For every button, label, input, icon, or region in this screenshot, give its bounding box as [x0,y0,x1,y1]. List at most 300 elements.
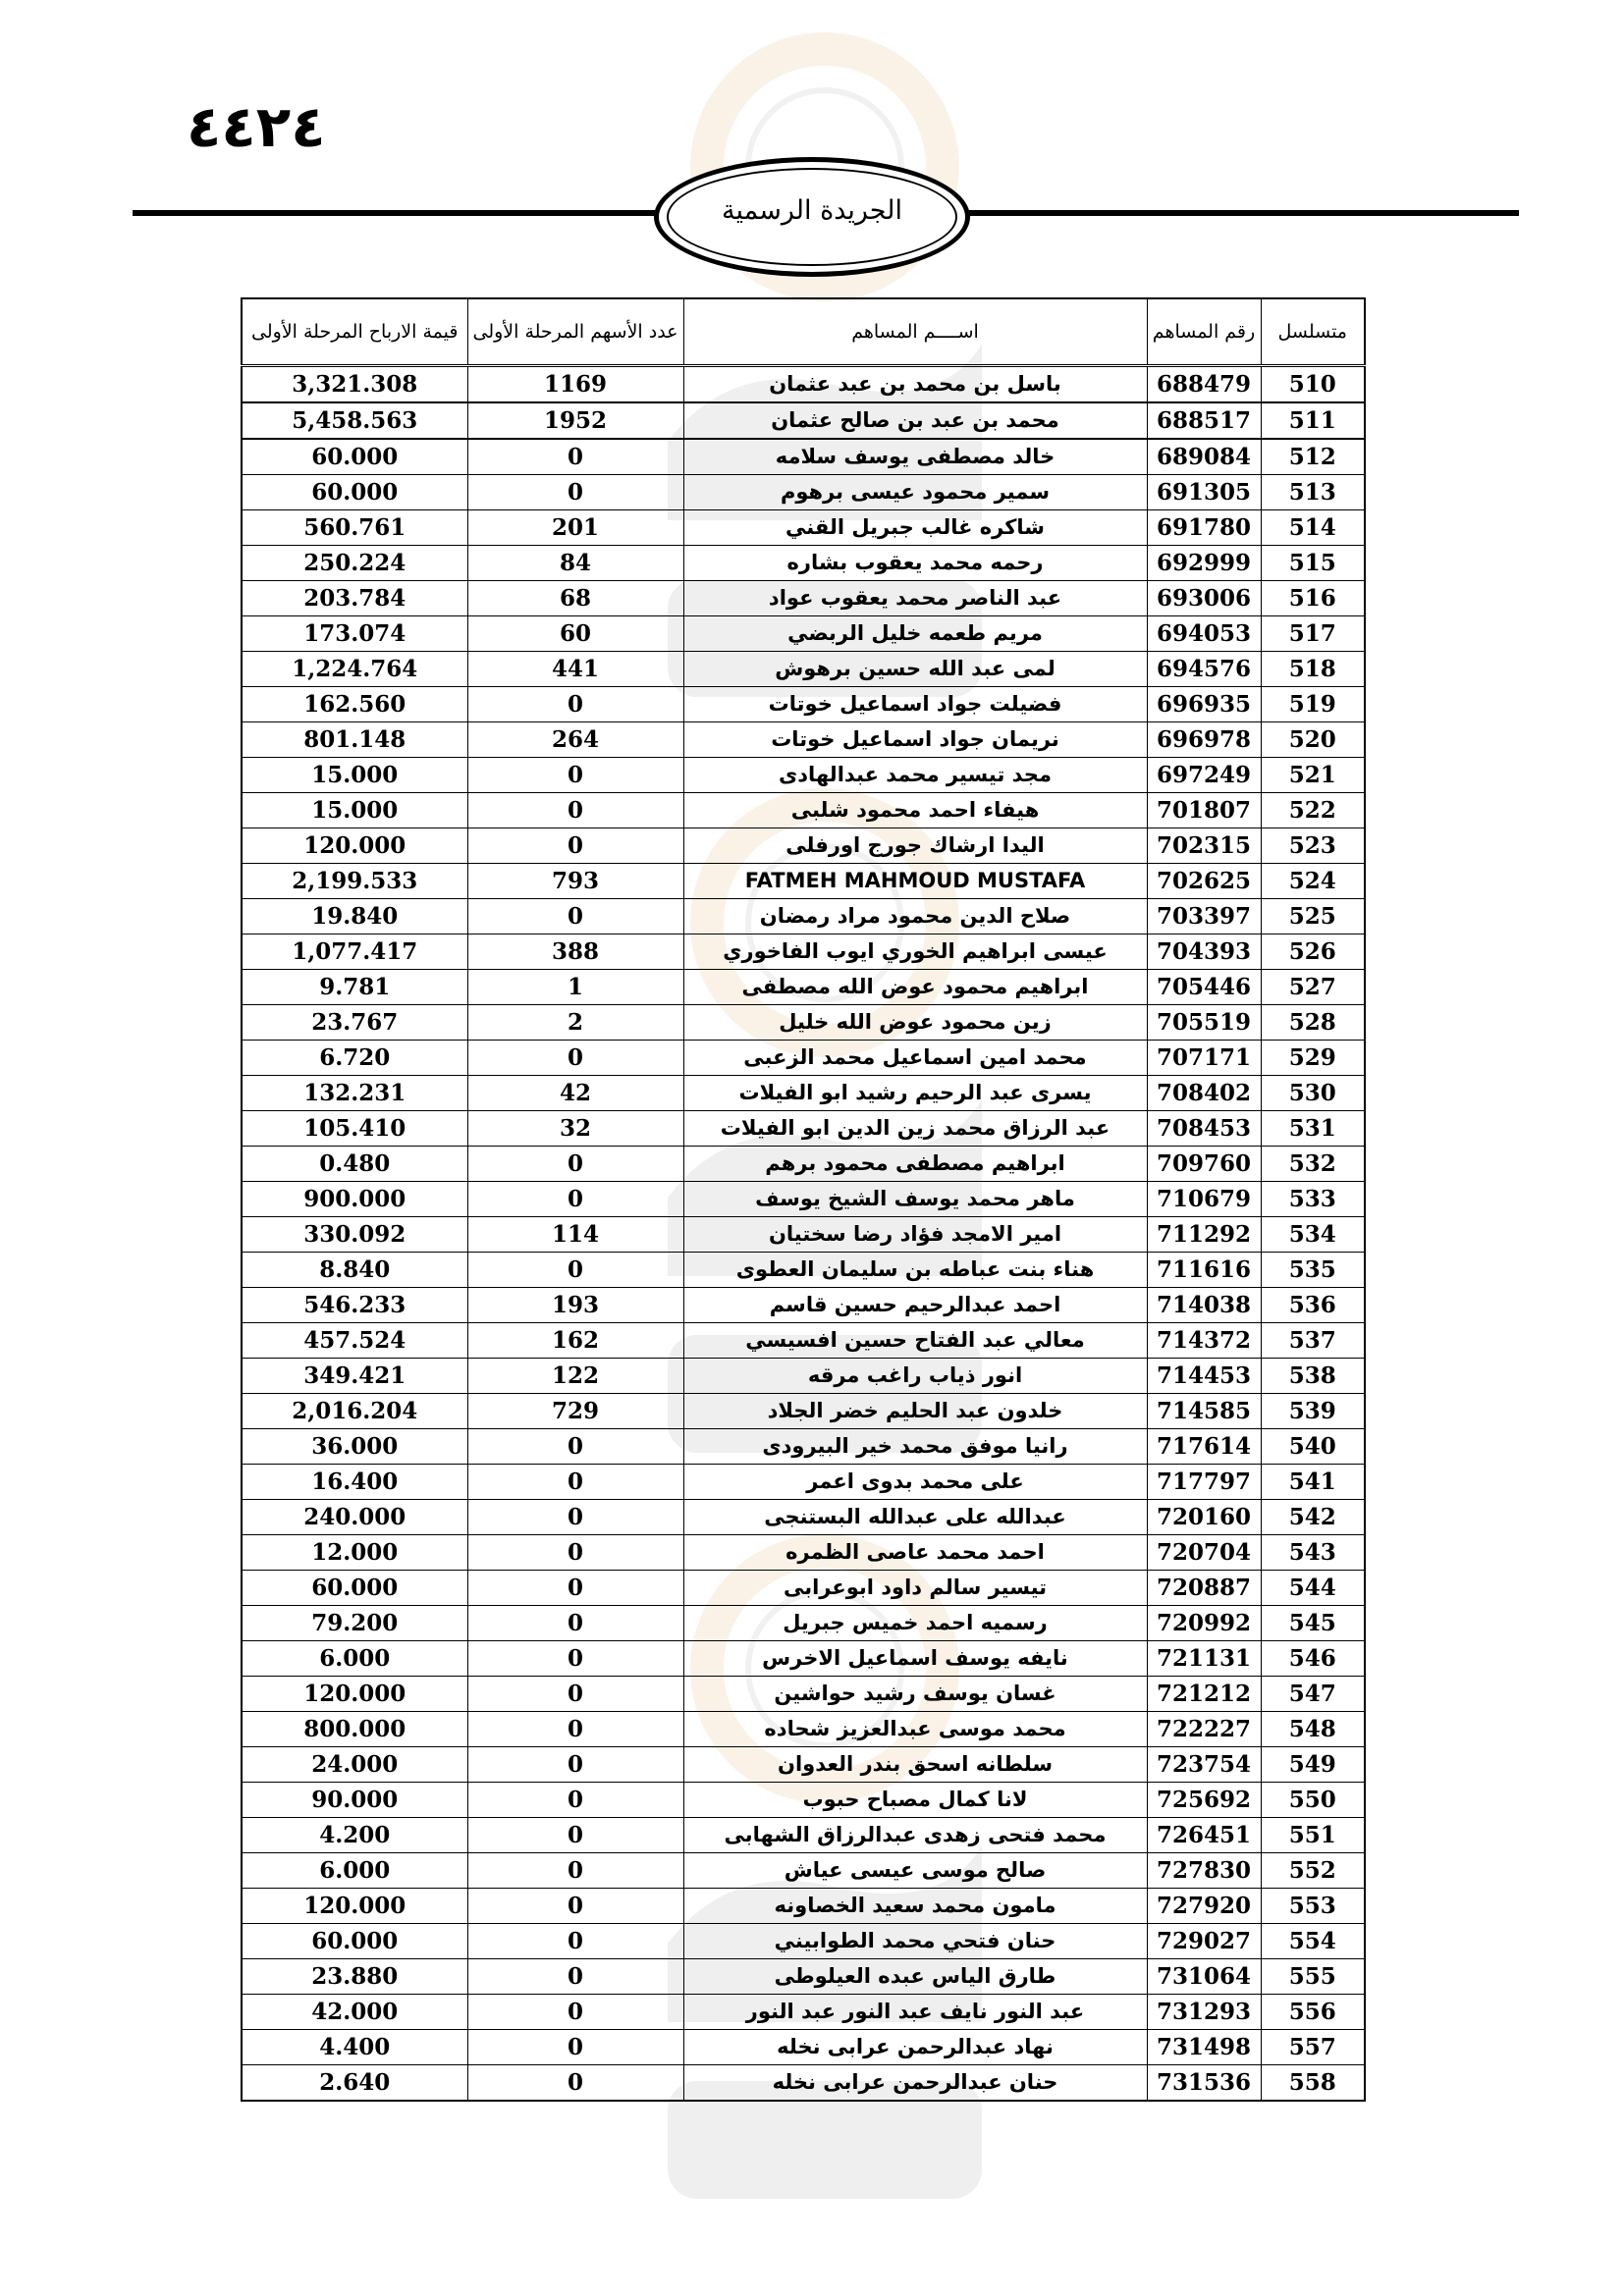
profit-value-cell: 90.000 [242,1783,467,1818]
serial-cell: 537 [1261,1323,1365,1359]
serial-cell: 516 [1261,581,1365,616]
shareholder-name-cell: فضيلت جواد اسماعيل خوتات [683,687,1147,722]
serial-cell: 523 [1261,828,1365,864]
shares-cell: 0 [467,1465,683,1500]
shareholder-number-cell: 694053 [1147,616,1261,652]
profit-value-cell: 203.784 [242,581,467,616]
serial-cell: 543 [1261,1535,1365,1571]
serial-cell: 554 [1261,1924,1365,1959]
shareholder-name-cell: معالي عبد الفتاح حسين افسيسي [683,1323,1147,1359]
shareholder-number-cell: 691780 [1147,510,1261,546]
table-row [242,1606,1365,1641]
shares-cell: 1169 [467,366,683,403]
table-row [242,793,1365,828]
shareholder-name-cell: لمى عبد الله حسين برهوش [683,652,1147,687]
table-row [242,1712,1365,1747]
table-row [242,758,1365,793]
profit-value-cell: 15.000 [242,793,467,828]
serial-cell: 549 [1261,1747,1365,1783]
shareholder-number-cell: 721212 [1147,1677,1261,1712]
shareholder-number-cell: 727920 [1147,1889,1261,1924]
shareholder-name-cell: مريم طعمه خليل الربضي [683,616,1147,652]
shares-cell: 0 [467,1959,683,1995]
shares-cell: 0 [467,1535,683,1571]
shares-cell: 84 [467,546,683,581]
shareholder-number-cell: 694576 [1147,652,1261,687]
shareholder-name-cell: حنان عبدالرحمن عرابى نخله [683,2065,1147,2102]
table-row [242,1677,1365,1712]
shares-cell: 0 [467,1995,683,2030]
shareholder-number-cell: 711292 [1147,1217,1261,1253]
table-row [242,1076,1365,1111]
shareholder-name-cell: غسان يوسف رشيد حواشين [683,1677,1147,1712]
shareholder-name-cell: ابراهيم محمود عوض الله مصطفى [683,970,1147,1005]
serial-cell: 535 [1261,1253,1365,1288]
shares-cell: 0 [467,1429,683,1465]
serial-cell: 557 [1261,2030,1365,2065]
table-row [242,1147,1365,1182]
journal-title: الجريدة الرسمية [722,195,902,226]
table-row [242,1535,1365,1571]
shares-cell: 32 [467,1111,683,1147]
profit-value-cell: 60.000 [242,439,467,475]
shareholder-name-cell: خالد مصطفى يوسف سلامه [683,439,1147,475]
shares-cell: 0 [467,1677,683,1712]
shareholder-name-cell: عبدالله على عبدالله البستنجى [683,1500,1147,1535]
shareholder-number-cell: 696935 [1147,687,1261,722]
profit-value-cell: 5,458.563 [242,402,467,439]
shares-cell: 0 [467,899,683,934]
serial-cell: 520 [1261,722,1365,758]
shareholder-name-cell: محمد موسى عبدالعزيز شحاده [683,1712,1147,1747]
shareholder-name-cell: طارق الياس عبده العيلوطى [683,1959,1147,1995]
shareholder-name-cell: صلاح الدين محمود مراد رمضان [683,899,1147,934]
serial-cell: 526 [1261,934,1365,970]
profit-value-cell: 9.781 [242,970,467,1005]
serial-cell: 524 [1261,864,1365,899]
shareholder-name-cell: شاكره غالب جبريل القني [683,510,1147,546]
shareholder-number-cell: 731064 [1147,1959,1261,1995]
profit-value-cell: 4.200 [242,1818,467,1853]
shares-cell: 0 [467,1641,683,1677]
shareholder-number-cell: 702625 [1147,864,1261,899]
shareholder-number-cell: 710679 [1147,1182,1261,1217]
serial-cell: 539 [1261,1394,1365,1429]
shareholder-number-cell: 701807 [1147,793,1261,828]
profit-value-cell: 250.224 [242,546,467,581]
table-row [242,1429,1365,1465]
table-row [242,1394,1365,1429]
shareholder-number-cell: 720887 [1147,1571,1261,1606]
shares-cell: 60 [467,616,683,652]
journal-title-oval [654,157,970,277]
table-row [242,2030,1365,2065]
serial-cell: 541 [1261,1465,1365,1500]
shareholder-name-cell: يسرى عبد الرحيم رشيد ابو الفيلات [683,1076,1147,1111]
table-row [242,899,1365,934]
serial-cell: 512 [1261,439,1365,475]
shareholder-number-cell: 727830 [1147,1853,1261,1889]
profit-value-cell: 6.720 [242,1041,467,1076]
shareholder-number-cell: 705519 [1147,1005,1261,1041]
shareholder-name-cell: نريمان جواد اسماعيل خوتات [683,722,1147,758]
serial-cell: 525 [1261,899,1365,934]
profit-value-cell: 60.000 [242,1924,467,1959]
table-row [242,1323,1365,1359]
profit-value-cell: 23.880 [242,1959,467,1995]
profit-value-cell: 79.200 [242,1606,467,1641]
shareholders-table [241,297,1366,2102]
table-row [242,1995,1365,2030]
table-row [242,1041,1365,1076]
shareholder-number-cell: 720992 [1147,1606,1261,1641]
shares-cell: 729 [467,1394,683,1429]
shares-cell: 42 [467,1076,683,1111]
profit-value-cell: 132.231 [242,1076,467,1111]
shares-cell: 2 [467,1005,683,1041]
serial-cell: 531 [1261,1111,1365,1147]
shareholder-number-cell: 717797 [1147,1465,1261,1500]
table-row [242,1641,1365,1677]
shareholder-name-cell: مامون محمد سعيد الخصاونه [683,1889,1147,1924]
shares-cell: 0 [467,687,683,722]
shares-cell: 0 [467,1500,683,1535]
table-row [242,1818,1365,1853]
table-row [242,1783,1365,1818]
serial-cell: 514 [1261,510,1365,546]
shares-cell: 162 [467,1323,683,1359]
shares-cell: 0 [467,1889,683,1924]
shareholder-number-cell: 704393 [1147,934,1261,970]
shares-cell: 0 [467,1606,683,1641]
shareholder-number-cell: 709760 [1147,1147,1261,1182]
serial-cell: 542 [1261,1500,1365,1535]
serial-cell: 547 [1261,1677,1365,1712]
shares-cell: 0 [467,1712,683,1747]
serial-cell: 544 [1261,1571,1365,1606]
shareholder-name-cell: نهاد عبدالرحمن عرابى نخله [683,2030,1147,2065]
shares-cell: 1952 [467,402,683,439]
shareholder-number-cell: 714585 [1147,1394,1261,1429]
profit-value-cell: 560.761 [242,510,467,546]
shares-cell: 1 [467,970,683,1005]
profit-value-cell: 162.560 [242,687,467,722]
serial-cell: 533 [1261,1182,1365,1217]
table-row [242,1924,1365,1959]
shareholder-name-cell: امير الامجد فؤاد رضا سختيان [683,1217,1147,1253]
profit-value-cell: 8.840 [242,1253,467,1288]
shares-cell: 0 [467,1571,683,1606]
serial-cell: 518 [1261,652,1365,687]
profit-value-cell: 105.410 [242,1111,467,1147]
shareholder-name-cell: زين محمود عوض الله خليل [683,1005,1147,1041]
table-row [242,1465,1365,1500]
profit-value-cell: 24.000 [242,1747,467,1783]
shares-cell: 122 [467,1359,683,1394]
shareholder-number-cell: 705446 [1147,970,1261,1005]
serial-cell: 550 [1261,1783,1365,1818]
profit-value-cell: 16.400 [242,1465,467,1500]
shares-cell: 68 [467,581,683,616]
shareholder-name-cell: رسميه احمد خميس جبريل [683,1606,1147,1641]
profit-value-cell: 3,321.308 [242,366,467,403]
table-row [242,1889,1365,1924]
column-header-shareholder-number: رقم المساهم [1147,298,1261,366]
shares-cell: 0 [467,1147,683,1182]
table-row [242,722,1365,758]
table-row [242,1217,1365,1253]
column-header-serial: متسلسل [1261,298,1365,366]
shares-cell: 0 [467,758,683,793]
shareholder-number-cell: 723754 [1147,1747,1261,1783]
serial-cell: 558 [1261,2065,1365,2102]
shares-cell: 0 [467,1182,683,1217]
shareholder-number-cell: 721131 [1147,1641,1261,1677]
table-row [242,687,1365,722]
profit-value-cell: 6.000 [242,1641,467,1677]
shareholder-number-cell: 707171 [1147,1041,1261,1076]
shareholder-number-cell: 693006 [1147,581,1261,616]
shareholder-name-cell: باسل بن محمد بن عبد عثمان [683,366,1147,403]
shares-cell: 114 [467,1217,683,1253]
shareholder-number-cell: 722227 [1147,1712,1261,1747]
column-header-profit-value: قيمة الارباح المرحلة الأولى [242,298,467,366]
serial-cell: 556 [1261,1995,1365,2030]
shares-cell: 0 [467,1783,683,1818]
shares-cell: 0 [467,2065,683,2102]
serial-cell: 538 [1261,1359,1365,1394]
profit-value-cell: 1,077.417 [242,934,467,970]
shareholder-name-cell: رانيا موفق محمد خير البيرودى [683,1429,1147,1465]
serial-cell: 534 [1261,1217,1365,1253]
column-header-shares: عدد الأسهم المرحلة الأولى [467,298,683,366]
profit-value-cell: 120.000 [242,828,467,864]
shareholder-number-cell: 714453 [1147,1359,1261,1394]
table-row [242,1500,1365,1535]
shareholder-name-cell: حنان فتحي محمد الطوابيني [683,1924,1147,1959]
shareholder-number-cell: 714038 [1147,1288,1261,1323]
shares-cell: 0 [467,439,683,475]
profit-value-cell: 457.524 [242,1323,467,1359]
shareholder-number-cell: 731536 [1147,2065,1261,2102]
table-row [242,1747,1365,1783]
shares-cell: 0 [467,828,683,864]
table-row [242,402,1365,439]
shareholder-name-cell: محمد بن عبد بن صالح عثمان [683,402,1147,439]
table-row [242,970,1365,1005]
shareholder-name-cell: اليدا ارشاك جورج اورفلى [683,828,1147,864]
profit-value-cell: 60.000 [242,1571,467,1606]
table-row [242,510,1365,546]
serial-cell: 530 [1261,1076,1365,1111]
shareholder-number-cell: 720704 [1147,1535,1261,1571]
profit-value-cell: 120.000 [242,1889,467,1924]
shareholder-name-cell: احمد عبدالرحيم حسين قاسم [683,1288,1147,1323]
profit-value-cell: 2,016.204 [242,1394,467,1429]
shareholder-name-cell: محمد امين اسماعيل محمد الزعبى [683,1041,1147,1076]
shareholder-number-cell: 703397 [1147,899,1261,934]
shareholder-name-cell: عبد الرزاق محمد زين الدين ابو الفيلات [683,1111,1147,1147]
table-row [242,1005,1365,1041]
profit-value-cell: 330.092 [242,1217,467,1253]
shareholder-number-cell: 711616 [1147,1253,1261,1288]
shareholder-name-cell: على محمد بدوى اعمر [683,1465,1147,1500]
profit-value-cell: 42.000 [242,1995,467,2030]
shareholder-number-cell: 708402 [1147,1076,1261,1111]
shareholder-number-cell: 688479 [1147,366,1261,403]
shareholder-name-cell: رحمه محمد يعقوب بشاره [683,546,1147,581]
shareholder-name-cell: هيفاء احمد محمود شلبى [683,793,1147,828]
table-row [242,581,1365,616]
table-row [242,475,1365,510]
shareholder-name-cell: هناء بنت عباطه بن سليمان العطوى [683,1253,1147,1288]
serial-cell: 529 [1261,1041,1365,1076]
profit-value-cell: 240.000 [242,1500,467,1535]
shareholder-number-cell: 731293 [1147,1995,1261,2030]
profit-value-cell: 0.480 [242,1147,467,1182]
shares-cell: 0 [467,793,683,828]
shareholder-number-cell: 696978 [1147,722,1261,758]
shareholder-name-cell: لانا كمال مصباح حبوب [683,1783,1147,1818]
profit-value-cell: 4.400 [242,2030,467,2065]
shares-cell: 0 [467,1818,683,1853]
table-row [242,616,1365,652]
shareholder-name-cell: ماهر محمد يوسف الشيخ يوسف [683,1182,1147,1217]
profit-value-cell: 12.000 [242,1535,467,1571]
serial-cell: 521 [1261,758,1365,793]
shares-cell: 0 [467,1853,683,1889]
page-number: ٤٤٢٤ [187,93,326,160]
shares-cell: 441 [467,652,683,687]
shares-cell: 0 [467,475,683,510]
serial-cell: 513 [1261,475,1365,510]
shareholder-number-cell: 714372 [1147,1323,1261,1359]
shareholder-number-cell: 717614 [1147,1429,1261,1465]
shareholder-name-cell: نايفه يوسف اسماعيل الاخرس [683,1641,1147,1677]
table-row [242,1359,1365,1394]
profit-value-cell: 6.000 [242,1853,467,1889]
serial-cell: 545 [1261,1606,1365,1641]
serial-cell: 519 [1261,687,1365,722]
serial-cell: 522 [1261,793,1365,828]
serial-cell: 511 [1261,402,1365,439]
shareholder-number-cell: 697249 [1147,758,1261,793]
shareholder-name-cell: تيسير سالم داود ابوعرابى [683,1571,1147,1606]
table-row [242,1959,1365,1995]
shareholder-number-cell: 688517 [1147,402,1261,439]
profit-value-cell: 60.000 [242,475,467,510]
profit-value-cell: 349.421 [242,1359,467,1394]
serial-cell: 548 [1261,1712,1365,1747]
shareholder-number-cell: 692999 [1147,546,1261,581]
shareholder-name-cell: مجد تيسير محمد عبدالهادى [683,758,1147,793]
serial-cell: 540 [1261,1429,1365,1465]
serial-cell: 515 [1261,546,1365,581]
shareholder-number-cell: 731498 [1147,2030,1261,2065]
profit-value-cell: 23.767 [242,1005,467,1041]
shares-cell: 201 [467,510,683,546]
serial-cell: 528 [1261,1005,1365,1041]
table-row [242,1288,1365,1323]
serial-cell: 536 [1261,1288,1365,1323]
profit-value-cell: 546.233 [242,1288,467,1323]
shareholder-name-cell: سمير محمود عيسى برهوم [683,475,1147,510]
serial-cell: 517 [1261,616,1365,652]
shareholder-number-cell: 689084 [1147,439,1261,475]
shares-cell: 264 [467,722,683,758]
serial-cell: 551 [1261,1818,1365,1853]
shareholder-number-cell: 725692 [1147,1783,1261,1818]
profit-value-cell: 2,199.533 [242,864,467,899]
table-row [242,1182,1365,1217]
table-header-row [242,298,1365,366]
serial-cell: 532 [1261,1147,1365,1182]
profit-value-cell: 173.074 [242,616,467,652]
serial-cell: 546 [1261,1641,1365,1677]
shareholder-name-cell: عيسى ابراهيم الخوري ايوب الفاخوري [683,934,1147,970]
table-row [242,1253,1365,1288]
serial-cell: 527 [1261,970,1365,1005]
shareholder-name-cell: ابراهيم مصطفى محمود برهم [683,1147,1147,1182]
shares-cell: 0 [467,1924,683,1959]
shares-cell: 0 [467,1747,683,1783]
shareholder-name-cell: خلدون عبد الحليم خضر الجلاد [683,1394,1147,1429]
shareholder-number-cell: 708453 [1147,1111,1261,1147]
profit-value-cell: 120.000 [242,1677,467,1712]
profit-value-cell: 801.148 [242,722,467,758]
shareholder-number-cell: 702315 [1147,828,1261,864]
serial-cell: 552 [1261,1853,1365,1889]
table-row [242,652,1365,687]
serial-cell: 510 [1261,366,1365,403]
table-body [242,366,1365,2102]
table-row [242,439,1365,475]
shares-cell: 793 [467,864,683,899]
table-row [242,546,1365,581]
shareholder-name-cell: عبد النور نايف عبد النور عبد النور [683,1995,1147,2030]
shareholder-number-cell: 729027 [1147,1924,1261,1959]
shares-cell: 193 [467,1288,683,1323]
shareholder-number-cell: 726451 [1147,1818,1261,1853]
shares-cell: 0 [467,1253,683,1288]
table-row [242,2065,1365,2102]
serial-cell: 555 [1261,1959,1365,1995]
shareholder-name-cell: عبد الناصر محمد يعقوب عواد [683,581,1147,616]
table-row [242,1111,1365,1147]
shareholder-name-cell: سلطانه اسحق بندر العدوان [683,1747,1147,1783]
profit-value-cell: 15.000 [242,758,467,793]
shareholder-name-cell: صالح موسى عيسى عياش [683,1853,1147,1889]
table-row [242,366,1365,403]
profit-value-cell: 1,224.764 [242,652,467,687]
table-row [242,1853,1365,1889]
profit-value-cell: 19.840 [242,899,467,934]
shareholder-name-cell: احمد محمد عاصى الظمره [683,1535,1147,1571]
shares-cell: 388 [467,934,683,970]
shareholder-number-cell: 720160 [1147,1500,1261,1535]
profit-value-cell: 2.640 [242,2065,467,2102]
serial-cell: 553 [1261,1889,1365,1924]
column-header-shareholder-name: اســــم المساهم [683,298,1147,366]
shareholder-name-cell: FATMEH MAHMOUD MUSTAFA [683,864,1147,899]
shareholder-number-cell: 691305 [1147,475,1261,510]
table-row [242,934,1365,970]
shares-cell: 0 [467,1041,683,1076]
shares-cell: 0 [467,2030,683,2065]
shareholder-name-cell: انور ذياب راغب مرقه [683,1359,1147,1394]
profit-value-cell: 900.000 [242,1182,467,1217]
table-row [242,1571,1365,1606]
